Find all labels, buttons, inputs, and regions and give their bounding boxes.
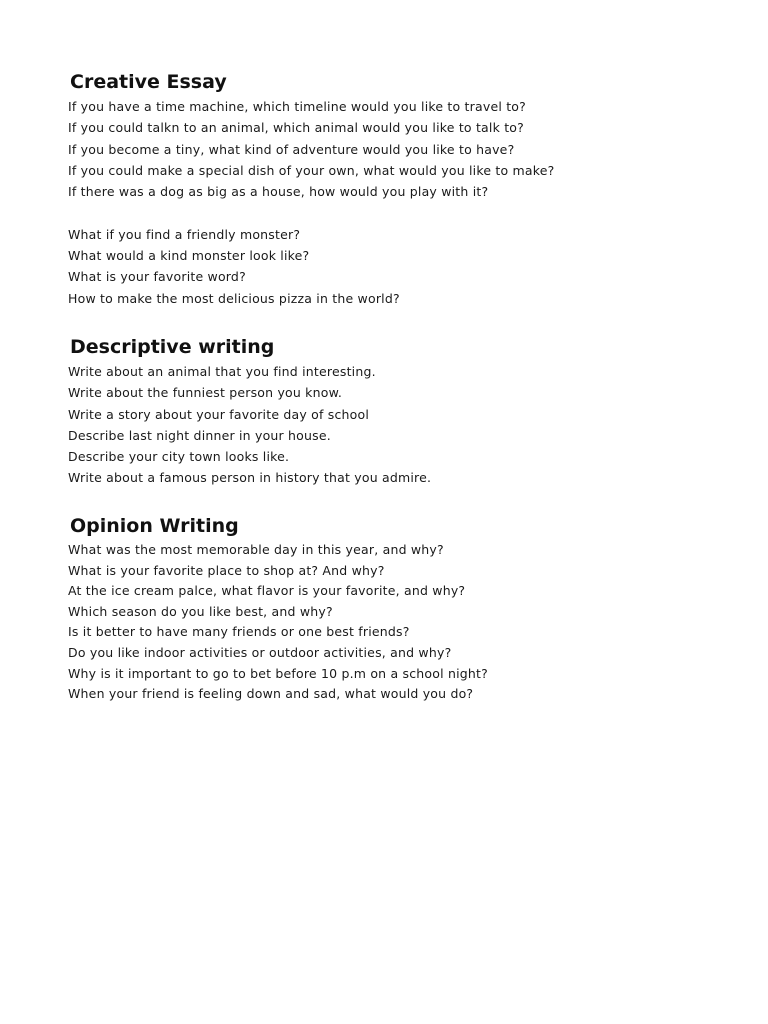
- prompt-list: [68, 96, 708, 202]
- section-heading: Descriptive writing: [70, 336, 275, 358]
- prompt-list: [68, 361, 708, 489]
- prompt-line: If there was a dog as big as a house, how would you play with it?: [68, 184, 489, 200]
- prompt-line: If you could talkn to an animal, which animal would you like to talk to?: [68, 120, 524, 136]
- section-heading: Opinion Writing: [70, 515, 239, 537]
- prompt-line: Describe your city town looks like.: [68, 449, 290, 465]
- prompt-line: Describe last night dinner in your house.: [68, 427, 331, 443]
- prompt-list: [68, 540, 708, 705]
- paragraph-spacer: [68, 202, 708, 223]
- prompt-line: Which season do you like best, and why?: [68, 603, 333, 619]
- section-creative-essay: [68, 71, 708, 309]
- prompt-line: What is your favorite place to shop at? And why?: [68, 562, 385, 578]
- prompt-line: What would a kind monster look like?: [68, 248, 310, 264]
- prompt-line: Why is it important to go to bet before 10 p.m on a school night?: [68, 665, 488, 681]
- prompt-line: Write a story about your favorite day of school: [68, 406, 370, 422]
- section-opinion-writing: [68, 515, 708, 705]
- prompt-list: [68, 224, 708, 309]
- prompt-line: Is it better to have many friends or one best friends?: [68, 624, 410, 640]
- prompt-line: If you have a time machine, which timeline would you like to travel to?: [68, 99, 526, 114]
- section-descriptive-writing: [68, 336, 708, 489]
- prompt-line: Do you like indoor activities or outdoor activities, and why?: [68, 644, 452, 660]
- prompt-line: How to make the most delicious pizza in the world?: [68, 290, 400, 306]
- prompt-line: What is your favorite word?: [68, 269, 246, 285]
- prompt-line: If you could make a special dish of your own, what would you like to make?: [68, 162, 555, 178]
- prompt-line: Write about a famous person in history that you admire.: [68, 470, 432, 486]
- prompt-line: What was the most memorable day in this year, and why?: [68, 542, 444, 557]
- prompt-line: If you become a tiny, what kind of adventure would you like to have?: [68, 141, 515, 157]
- prompt-line: Write about an animal that you find interesting.: [68, 364, 376, 379]
- prompt-line: What if you find a friendly monster?: [68, 226, 301, 242]
- prompt-line: Write about the funniest person you know.: [68, 385, 343, 401]
- prompt-line: At the ice cream palce, what flavor is your favorite, and why?: [68, 583, 466, 599]
- prompt-line: When your friend is feeling down and sad, what would you do?: [68, 686, 474, 702]
- section-heading: Creative Essay: [70, 71, 227, 93]
